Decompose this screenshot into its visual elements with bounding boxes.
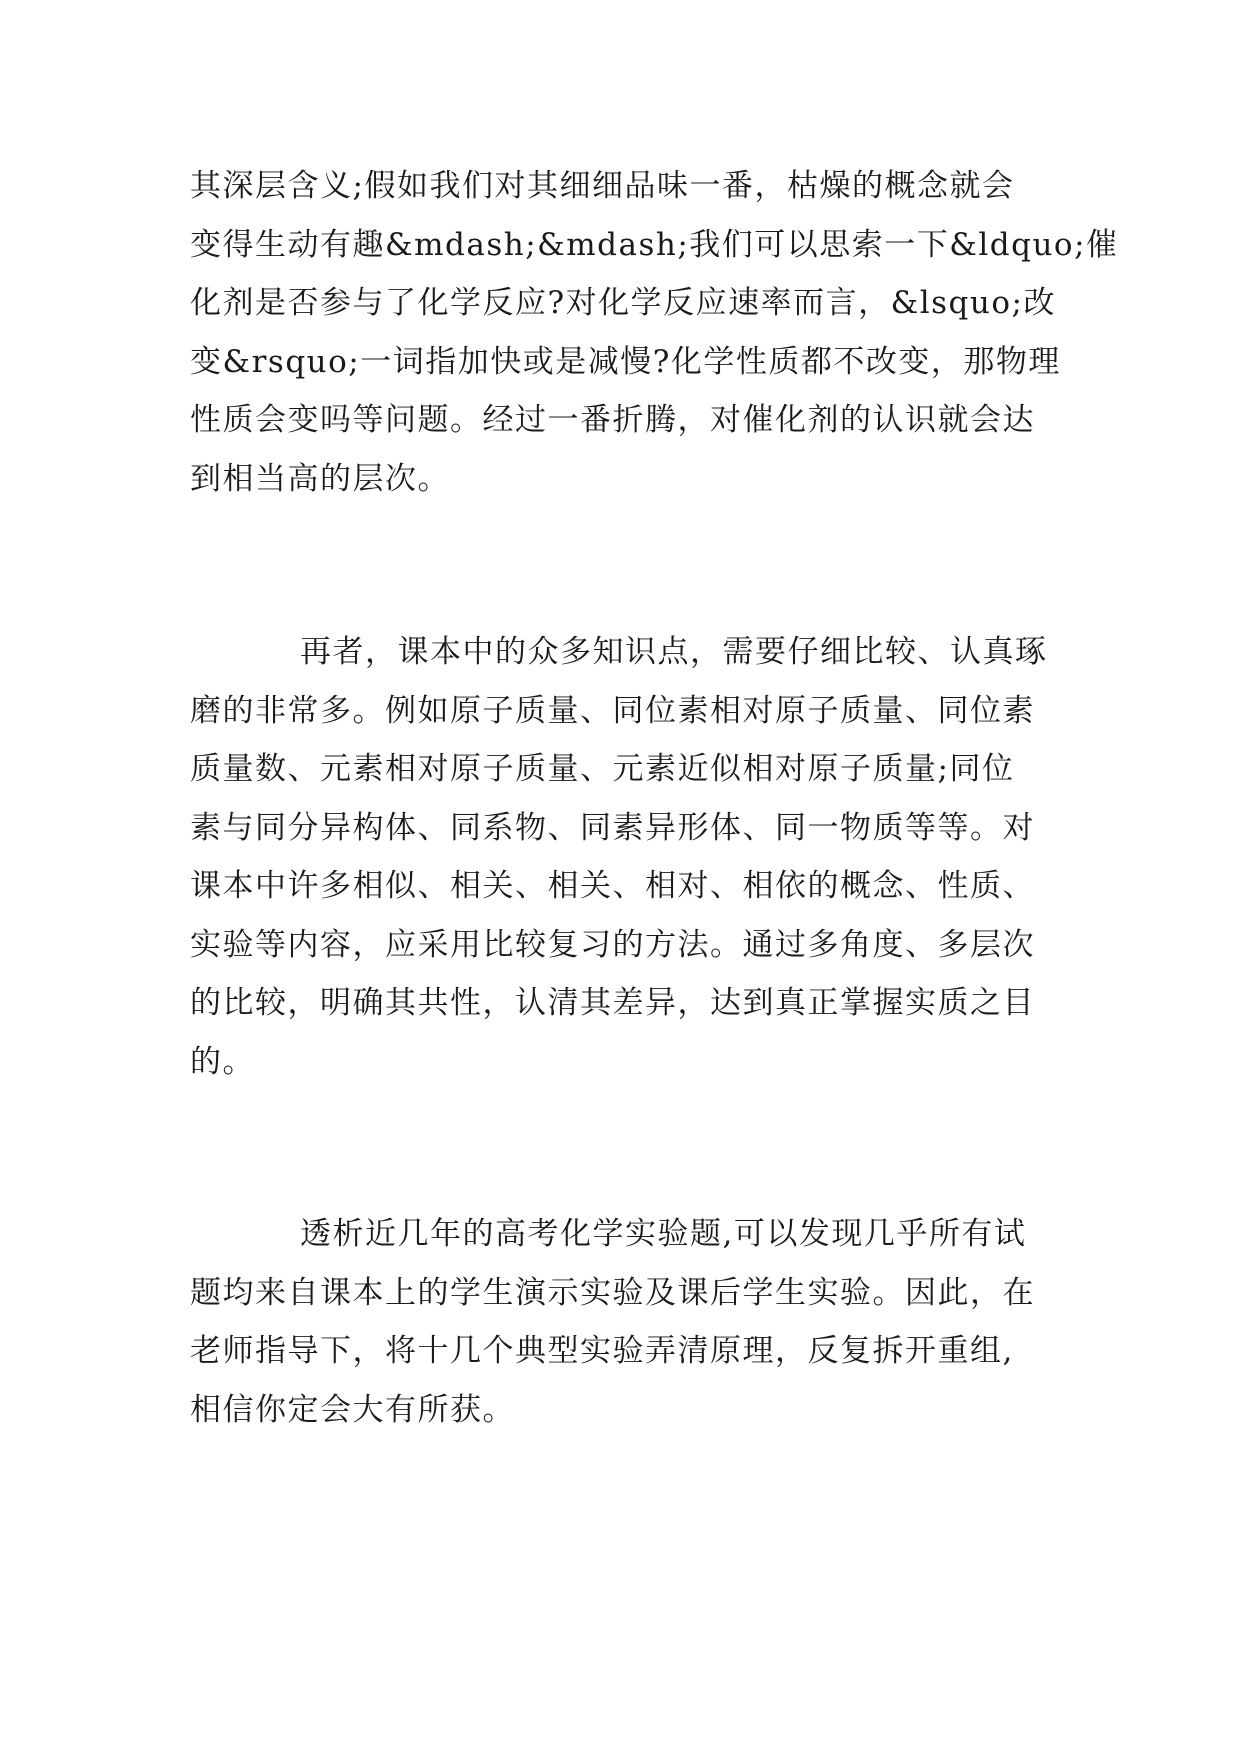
paragraph-experiment-analysis (190, 1205, 1070, 1439)
text-line: 题均来自课本上的学生演示实验及课后学生实验。因此，在 (190, 1274, 1035, 1311)
text-line: 化剂是否参与了化学反应?对化学反应速率而言，&lsquo;改 (190, 285, 1056, 321)
text-line: 的。 (190, 1043, 255, 1080)
text-line: 其深层含义;假如我们对其细细品味一番，枯燥的概念就会 (190, 168, 1015, 204)
text-line: 到相当高的层次。 (190, 460, 450, 497)
text-line: 的比较，明确其共性，认清其差异，达到真正掌握实质之目 (190, 985, 1035, 1021)
text-line: 磨的非常多。例如原子质量、同位素相对原子质量、同位素 (190, 692, 1035, 729)
text-line: 再者，课本中的众多知识点，需要仔细比较、认真琢 (300, 634, 1048, 670)
text-line: 质量数、元素相对原子质量、元素近似相对原子质量;同位 (190, 751, 1015, 787)
paragraph-catalyst-concept (190, 157, 1119, 508)
text-line: 实验等内容，应采用比较复习的方法。通过多角度、多层次 (190, 926, 1035, 963)
text-line: 相信你定会大有所获。 (190, 1391, 515, 1428)
paragraph-comparison-review (190, 623, 1070, 1091)
text-line: 变得生动有趣&mdash;&mdash;我们可以思索一下&ldquo;催 (190, 226, 1119, 263)
text-line: 老师指导下，将十几个典型实验弄清原理，反复拆开重组, (190, 1333, 1014, 1369)
text-line: 变&rsquo;一词指加快或是减慢?化学性质都不改变，那物理 (190, 343, 1061, 380)
text-line: 课本中许多相似、相关、相关、相对、相依的概念、性质、 (190, 868, 1035, 904)
text-line: 性质会变吗等问题。经过一番折腾，对催化剂的认识就会达 (190, 402, 1035, 438)
text-line: 素与同分异构体、同系物、同素异形体、同一物质等等。对 (190, 809, 1035, 846)
text-line: 透析近几年的高考化学实验题,可以发现几乎所有试 (300, 1216, 1027, 1252)
